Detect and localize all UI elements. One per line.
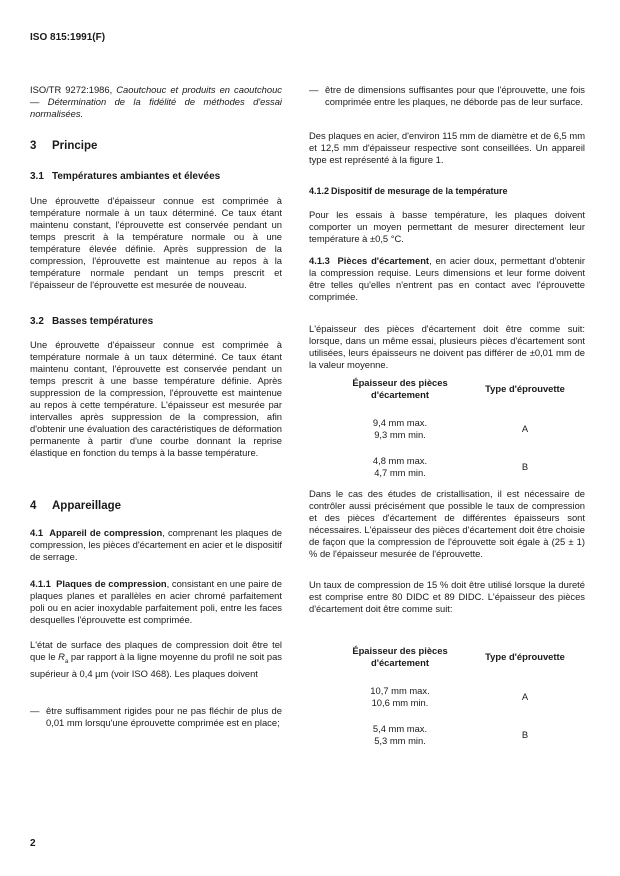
section-4-1-3 [309, 255, 585, 303]
thickness-cell [330, 685, 470, 709]
section-title: Pièces d'écartement [337, 255, 430, 266]
thickness-max: 4,8 mm max. [372, 455, 428, 466]
thickness-min: 10,6 mm min. [371, 697, 429, 708]
section-4-1-1 [30, 578, 282, 626]
text: L'état de surface des plaques de compression doit être tel que le [30, 639, 282, 662]
thickness-min: 9,3 mm min. [374, 429, 426, 440]
column-header-type: Type d'éprouvette [485, 651, 565, 662]
section-3-2-heading [30, 316, 153, 327]
table-row [330, 417, 580, 441]
table-row [330, 455, 580, 479]
specimen-type: B [521, 461, 529, 472]
thickness-max: 10,7 mm max. [370, 685, 430, 696]
section-text: , comprenant les plaques de compression, les pièces d'écartement en acier et le dispositif de serrage. [30, 527, 282, 562]
table-row [330, 685, 580, 709]
section-title: Plaques de compression [56, 578, 167, 589]
ra-subscript: a [64, 658, 69, 665]
ra-symbol: R [58, 651, 65, 662]
section-number: 3.1 [30, 171, 44, 182]
column-header-thickness: Épaisseur des pièces d'écartement [352, 645, 448, 668]
thickness-min: 4,7 mm min. [374, 467, 426, 478]
specimen-type: A [521, 691, 529, 702]
section-3-2-text: Une éprouvette d'épaisseur connue est comprimée à température normale à un taux déterminé. Ce taux étant maintenu contant, l'éprouvette est conservée pendant un temps prescrit à une basse température définie. Après suppression de la compression, l'éprouvette est maintenue au repos à cette température. L'épaisseur est mesurée par intervalles après suppression de la compression, afin d'obtenir une évaluation des caractéristiques de déformation permanente à partir d'une courbe donnant la reprise élastique en fonction du temps à la basse température. [30, 339, 282, 458]
list-item-text: être suffisamment rigides pour ne pas fléchir de plus de 0,01 mm lorsqu'une éprouvette comprimée est en place; [46, 705, 282, 728]
reference-code: ISO/TR 9272:1986, [30, 84, 113, 95]
section-number: 4.1.2 [309, 186, 330, 196]
reference-iso-tr-9272 [30, 84, 282, 120]
section-number: 4.1.3 [309, 255, 330, 266]
section-4-1 [30, 527, 282, 563]
section-number: 3 [30, 140, 37, 152]
section-title: Appareillage [52, 500, 122, 512]
specimen-type: B [521, 729, 529, 740]
text: par rapport à la ligne moyenne du profil ne soit pas supérieur à 0,4 µm (voir ISO 468). Les plaques doivent [30, 651, 282, 679]
section-number: 4 [30, 500, 37, 512]
spacer-table-1 [330, 377, 580, 493]
thickness-max: 9,4 mm max. [372, 417, 428, 428]
section-text: , en acier doux, permettant d'obtenir la compression requise. Leurs dimensions et leur forme doivent être telles qu'elles n'entrent pas en contact avec l'éprouvette comprimée. [309, 255, 585, 302]
spacer-tolerance-text: L'épaisseur des pièces d'écartement doit être comme suit: lorsque, dans un même essai, plusieurs pièces d'écartement sont utilisées, leurs épaisseurs ne doivent pas différer de ±0,01 mm de la valeur moyenne. [309, 323, 585, 370]
table-header [330, 645, 580, 669]
section-3-1-heading [30, 171, 220, 182]
crystallization-text: Dans le cas des études de cristallisation, il est nécessaire de contrôler aussi précisément que possible le taux de compression et des pièces d'écartement de différentes épaisseurs sont nécessaires. L'épaisseur des pièces d'écartement doit être choisie de façon que la compression de l'éprouvette soit égale à (25 ± 1) % de l'épaisseur mesurée de l'éprouvette. [309, 488, 585, 559]
section-4-1-2-heading [309, 186, 508, 196]
column-header-thickness: Épaisseur des pièces d'écartement [352, 377, 448, 400]
table-header [330, 377, 580, 401]
thickness-cell [330, 455, 470, 479]
spacer-table-2 [330, 645, 580, 761]
list-item-text: être de dimensions suffisantes pour que l'éprouvette, une fois comprimée entre les plaques, ne déborde pas de leur surface. [325, 84, 585, 107]
thickness-min: 5,3 mm min. [374, 735, 426, 746]
section-title: Températures ambiantes et élevées [52, 171, 221, 182]
section-number: 4.1 [30, 527, 44, 538]
section-title: Basses températures [52, 316, 154, 327]
reference-title: Caoutchouc et produits en caoutchouc — Détermination de la fidélité de méthodes d'essai normalisées. [30, 84, 282, 119]
section-title: Principe [52, 140, 98, 152]
page-number: 2 [30, 838, 36, 849]
specimen-type: A [521, 423, 529, 434]
plates-recommendation-text: Des plaques en acier, d'environ 115 mm de diamètre et de 6,5 mm et 12,5 mm d'épaisseur respective sont conseillées. Un appareil type est représenté à la figure 1. [309, 130, 585, 165]
section-number: 4.1.1 [30, 578, 51, 589]
section-3-1-text: Une éprouvette d'épaisseur connue est comprimée à température normale à un taux déterminé. Ce taux étant maintenu constant, l'éprouvette est conservée pendant un temps prescrit à la température normale ou à une température élevée définie. Après suppression de la compression, l'éprouvette est maintenue au repos à la température normale pendant un temps prescrit et l'épaisseur de l'éprouvette est mesurée de nouveau. [30, 195, 282, 290]
column-header-type: Type d'éprouvette [485, 383, 565, 394]
thickness-cell [330, 723, 470, 747]
surface-requirement-text [30, 639, 282, 680]
dash-bullet: — [309, 84, 319, 95]
section-3-heading [30, 140, 97, 152]
section-title: Appareil de compression [49, 527, 163, 538]
document-header: ISO 815:1991(F) [30, 32, 106, 43]
compression-rate-text: Un taux de compression de 15 % doit être utilisé lorsque la dureté est comprise entre 80 DIDC et 89 DIDC. L'épaisseur des pièces d'écartement doit être comme suit: [309, 579, 585, 614]
thickness-max: 5,4 mm max. [372, 723, 428, 734]
list-item-rigidity [30, 705, 282, 729]
section-4-1-2-text: Pour les essais à basse température, les plaques doivent comporter un moyen permettant de mesurer directement leur température à ±0,5 °C. [309, 209, 585, 244]
dash-bullet: — [30, 705, 40, 716]
section-text: , consistant en une paire de plaques planes et parallèles en acier chromé parfaitement poli ou en acier inoxydable parfaitement poli, entre les faces desquelles l'éprouvette est comprimée. [30, 578, 282, 625]
section-title: Dispositif de mesurage de la température [331, 186, 508, 196]
thickness-cell [330, 417, 470, 441]
table-row [330, 723, 580, 747]
section-4-heading [30, 500, 121, 512]
section-number: 3.2 [30, 316, 44, 327]
list-item-dimensions [309, 84, 585, 108]
